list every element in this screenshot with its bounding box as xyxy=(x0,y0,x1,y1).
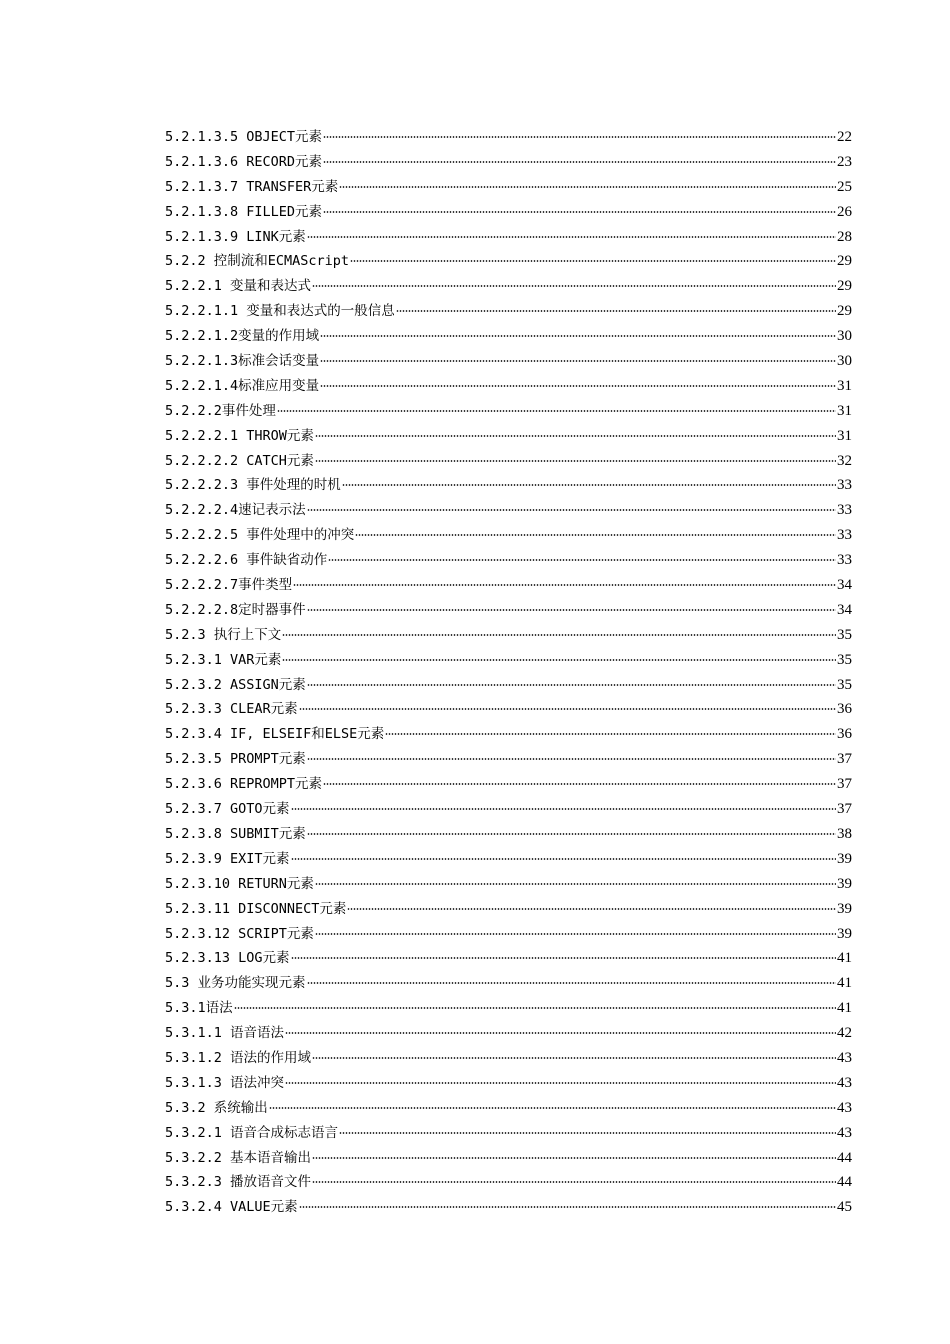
toc-entry[interactable] xyxy=(165,1195,852,1220)
toc-entry[interactable] xyxy=(165,946,852,971)
dot-leader xyxy=(315,460,836,462)
toc-entry[interactable] xyxy=(165,996,852,1021)
toc-entry-title[interactable]: 5.2.3.13 LOG元素 xyxy=(165,950,290,967)
toc-entry-page-number: 44 xyxy=(837,1149,852,1166)
toc-entry-title[interactable]: 5.2.3.2 ASSIGN元素 xyxy=(165,676,306,693)
toc-entry[interactable] xyxy=(165,548,852,573)
toc-entry-page-number: 34 xyxy=(837,577,852,594)
toc-entry-title[interactable]: 5.2.2.2.7事件类型 xyxy=(165,577,293,594)
dot-leader xyxy=(320,360,836,362)
toc-entry[interactable] xyxy=(165,225,852,250)
toc-entry-title[interactable]: 5.2.3 执行上下文 xyxy=(165,626,282,643)
toc-entry-title[interactable]: 5.2.1.3.8 FILLED元素 xyxy=(165,203,323,220)
toc-entry-title[interactable]: 5.2.1.3.7 TRANSFER元素 xyxy=(165,178,339,195)
toc-entry-page-number: 29 xyxy=(837,253,852,270)
toc-entry[interactable] xyxy=(165,747,852,772)
toc-entry-page-number: 36 xyxy=(837,726,852,743)
toc-entry-title[interactable]: 5.2.3.5 PROMPT元素 xyxy=(165,751,306,768)
toc-entry-page-number: 39 xyxy=(837,925,852,942)
toc-entry-page-number: 37 xyxy=(837,751,852,768)
toc-entry-page-number: 23 xyxy=(837,153,852,170)
toc-entry-page-number: 32 xyxy=(837,452,852,469)
toc-entry-title[interactable]: 5.2.2.2.2 CATCH元素 xyxy=(165,452,314,469)
toc-entry[interactable] xyxy=(165,150,852,175)
toc-entry-title[interactable]: 5.2.3.12 SCRIPT元素 xyxy=(165,925,314,942)
toc-entry[interactable] xyxy=(165,274,852,299)
toc-entry-page-number: 41 xyxy=(837,950,852,967)
dot-leader xyxy=(307,609,836,611)
toc-entry[interactable] xyxy=(165,922,852,947)
toc-entry[interactable] xyxy=(165,847,852,872)
toc-entry-page-number: 43 xyxy=(837,1124,852,1141)
toc-entry-page-number: 39 xyxy=(837,875,852,892)
dot-leader xyxy=(307,236,836,238)
toc-entry-page-number: 31 xyxy=(837,402,852,419)
toc-entry-page-number: 41 xyxy=(837,1000,852,1017)
dot-leader xyxy=(291,858,836,860)
toc-entry[interactable] xyxy=(165,722,852,747)
toc-entry-title[interactable]: 5.3.1.1 语音语法 xyxy=(165,1025,285,1042)
dot-leader xyxy=(291,957,836,959)
toc-entry-page-number: 29 xyxy=(837,278,852,295)
dot-leader xyxy=(307,509,836,511)
table-of-contents xyxy=(165,125,852,1220)
toc-entry-page-number: 43 xyxy=(837,1099,852,1116)
toc-entry-title[interactable]: 5.2.2.2.1 THROW元素 xyxy=(165,427,314,444)
toc-entry[interactable] xyxy=(165,573,852,598)
toc-entry-title[interactable]: 5.2.3.9 EXIT元素 xyxy=(165,850,290,867)
toc-entry-title[interactable]: 5.3.2 系统输出 xyxy=(165,1099,268,1116)
toc-entry-page-number: 43 xyxy=(837,1074,852,1091)
toc-entry[interactable] xyxy=(165,797,852,822)
dot-leader xyxy=(355,534,836,536)
dot-leader xyxy=(347,908,836,910)
toc-entry-page-number: 37 xyxy=(837,801,852,818)
toc-entry-page-number: 39 xyxy=(837,900,852,917)
dot-leader xyxy=(342,484,836,486)
dot-leader xyxy=(323,211,836,213)
toc-entry-page-number: 42 xyxy=(837,1025,852,1042)
toc-entry[interactable] xyxy=(165,125,852,150)
toc-entry-page-number: 39 xyxy=(837,850,852,867)
toc-entry-title[interactable]: 5.2.1.3.9 LINK元素 xyxy=(165,228,306,245)
toc-entry-page-number: 22 xyxy=(837,129,852,145)
dot-leader xyxy=(396,310,836,312)
toc-entry[interactable] xyxy=(165,324,852,349)
dot-leader xyxy=(282,659,836,661)
toc-entry-title[interactable]: 5.2.2.2事件处理 xyxy=(165,402,276,419)
dot-leader xyxy=(312,1157,836,1159)
dot-leader xyxy=(315,435,836,437)
dot-leader xyxy=(285,1032,836,1034)
toc-entry[interactable] xyxy=(165,697,852,722)
toc-entry-page-number: 38 xyxy=(837,825,852,842)
toc-entry-title[interactable]: 5.2.2.1.2变量的作用域 xyxy=(165,328,320,345)
toc-entry-title[interactable]: 5.2.2.2.8定时器事件 xyxy=(165,601,306,618)
dot-leader xyxy=(328,559,836,561)
toc-entry-page-number: 31 xyxy=(837,377,852,394)
toc-entry-title[interactable]: 5.2.2.1.1 变量和表达式的一般信息 xyxy=(165,303,395,320)
toc-entry-title[interactable]: 5.3.2.3 播放语音文件 xyxy=(165,1174,312,1191)
toc-entry-title[interactable]: 5.3 业务功能实现元素 xyxy=(165,975,306,992)
toc-entry-title[interactable]: 5.2.2.1.4标准应用变量 xyxy=(165,377,320,394)
toc-entry[interactable] xyxy=(165,175,852,200)
toc-entry-title[interactable]: 5.2.1.3.6 RECORD元素 xyxy=(165,153,323,170)
toc-entry[interactable] xyxy=(165,473,852,498)
toc-entry-title[interactable]: 5.2.3.4 IF, ELSEIF和ELSE元素 xyxy=(165,726,385,743)
toc-entry-page-number: 33 xyxy=(837,477,852,494)
toc-entry-title[interactable]: 5.3.2.4 VALUE元素 xyxy=(165,1199,298,1216)
toc-entry[interactable] xyxy=(165,399,852,424)
toc-entry[interactable] xyxy=(165,1121,852,1146)
toc-entry-title[interactable]: 5.2.2 控制流和ECMAScript xyxy=(165,253,350,270)
toc-entry-title[interactable]: 5.2.3.7 GOTO元素 xyxy=(165,801,290,818)
toc-entry-title[interactable]: 5.2.2.2.4速记表示法 xyxy=(165,502,306,519)
toc-entry[interactable] xyxy=(165,1146,852,1171)
toc-entry-page-number: 36 xyxy=(837,701,852,718)
toc-entry[interactable] xyxy=(165,872,852,897)
toc-entry-page-number: 34 xyxy=(837,601,852,618)
toc-entry-title[interactable]: 5.2.3.10 RETURN元素 xyxy=(165,875,314,892)
toc-entry[interactable] xyxy=(165,673,852,698)
dot-leader xyxy=(312,1057,836,1059)
toc-entry[interactable] xyxy=(165,897,852,922)
dot-leader xyxy=(339,1132,836,1134)
toc-entry[interactable] xyxy=(165,822,852,847)
toc-entry-title[interactable]: 5.3.1.2 语法的作用域 xyxy=(165,1049,312,1066)
dot-leader xyxy=(323,161,836,163)
toc-entry-title[interactable]: 5.2.2.2.6 事件缺省动作 xyxy=(165,552,328,569)
toc-entry[interactable] xyxy=(165,424,852,449)
toc-entry-title[interactable]: 5.2.2.2.5 事件处理中的冲突 xyxy=(165,527,355,544)
dot-leader xyxy=(307,833,836,835)
toc-entry[interactable] xyxy=(165,648,852,673)
dot-leader xyxy=(312,1181,836,1183)
toc-entry-title[interactable]: 5.2.2.2.3 事件处理的时机 xyxy=(165,477,341,494)
dot-leader xyxy=(350,260,836,262)
toc-entry-page-number: 29 xyxy=(837,303,852,320)
toc-entry-title[interactable]: 5.2.3.3 CLEAR元素 xyxy=(165,701,298,718)
dot-leader xyxy=(320,335,836,337)
dot-leader xyxy=(307,758,836,760)
toc-entry-page-number: 44 xyxy=(837,1174,852,1191)
dot-leader xyxy=(315,933,836,935)
toc-entry-page-number: 26 xyxy=(837,203,852,220)
dot-leader xyxy=(315,883,836,885)
toc-entry[interactable] xyxy=(165,498,852,523)
toc-entry-page-number: 33 xyxy=(837,527,852,544)
dot-leader xyxy=(269,1107,836,1109)
toc-entry-title[interactable]: 5.2.3.6 REPROMPT元素 xyxy=(165,776,323,793)
toc-entry-page-number: 37 xyxy=(837,776,852,793)
dot-leader xyxy=(293,584,836,586)
toc-entry[interactable] xyxy=(165,1046,852,1071)
dot-leader xyxy=(323,783,836,785)
dot-leader xyxy=(320,385,836,387)
toc-entry-page-number: 35 xyxy=(837,676,852,693)
toc-entry-page-number: 31 xyxy=(837,427,852,444)
toc-entry-page-number: 33 xyxy=(837,502,852,519)
toc-entry-page-number: 43 xyxy=(837,1049,852,1066)
toc-entry[interactable] xyxy=(165,349,852,374)
dot-leader xyxy=(277,410,836,412)
toc-entry[interactable] xyxy=(165,1170,852,1195)
toc-entry-page-number: 35 xyxy=(837,626,852,643)
toc-entry-title[interactable]: 5.2.2.1 变量和表达式 xyxy=(165,278,312,295)
toc-entry[interactable] xyxy=(165,449,852,474)
toc-entry-title[interactable]: 5.2.2.1.3标准会话变量 xyxy=(165,353,320,370)
dot-leader xyxy=(307,982,836,984)
toc-entry[interactable] xyxy=(165,623,852,648)
toc-entry[interactable] xyxy=(165,1021,852,1046)
toc-entry[interactable] xyxy=(165,249,852,274)
dot-leader xyxy=(282,634,836,636)
toc-entry[interactable] xyxy=(165,299,852,324)
toc-entry-title[interactable]: 5.3.1.3 语法冲突 xyxy=(165,1074,285,1091)
toc-entry[interactable] xyxy=(165,523,852,548)
toc-entry[interactable] xyxy=(165,598,852,623)
dot-leader xyxy=(234,1007,836,1009)
toc-entry[interactable] xyxy=(165,200,852,225)
dot-leader xyxy=(285,1082,836,1084)
dot-leader xyxy=(299,708,836,710)
toc-entry-title[interactable]: 5.2.3.1 VAR元素 xyxy=(165,651,282,668)
dot-leader xyxy=(385,733,836,735)
toc-entry-title[interactable]: 5.2.3.8 SUBMIT元素 xyxy=(165,825,306,842)
toc-entry-title[interactable]: 5.2.3.11 DISCONNECT元素 xyxy=(165,900,347,917)
toc-entry[interactable] xyxy=(165,772,852,797)
dot-leader xyxy=(323,136,836,138)
dot-leader xyxy=(299,1206,836,1208)
toc-entry[interactable] xyxy=(165,1071,852,1096)
toc-entry-page-number: 45 xyxy=(837,1199,852,1216)
toc-entry-title[interactable]: 5.2.1.3.5 OBJECT元素 xyxy=(165,129,323,145)
toc-entry-page-number: 30 xyxy=(837,328,852,345)
dot-leader xyxy=(291,808,836,810)
toc-entry-page-number: 33 xyxy=(837,552,852,569)
toc-entry-page-number: 30 xyxy=(837,353,852,370)
toc-entry-page-number: 25 xyxy=(837,178,852,195)
toc-entry-title[interactable]: 5.3.1语法 xyxy=(165,1000,233,1017)
toc-entry[interactable] xyxy=(165,374,852,399)
dot-leader xyxy=(307,684,836,686)
toc-entry[interactable] xyxy=(165,971,852,996)
toc-entry-page-number: 41 xyxy=(837,975,852,992)
dot-leader xyxy=(339,186,836,188)
toc-entry-page-number: 28 xyxy=(837,228,852,245)
toc-entry-title[interactable]: 5.3.2.1 语音合成标志语言 xyxy=(165,1124,339,1141)
toc-entry[interactable] xyxy=(165,1096,852,1121)
dot-leader xyxy=(312,285,836,287)
toc-entry-title[interactable]: 5.3.2.2 基本语音输出 xyxy=(165,1149,312,1166)
toc-entry-page-number: 35 xyxy=(837,651,852,668)
